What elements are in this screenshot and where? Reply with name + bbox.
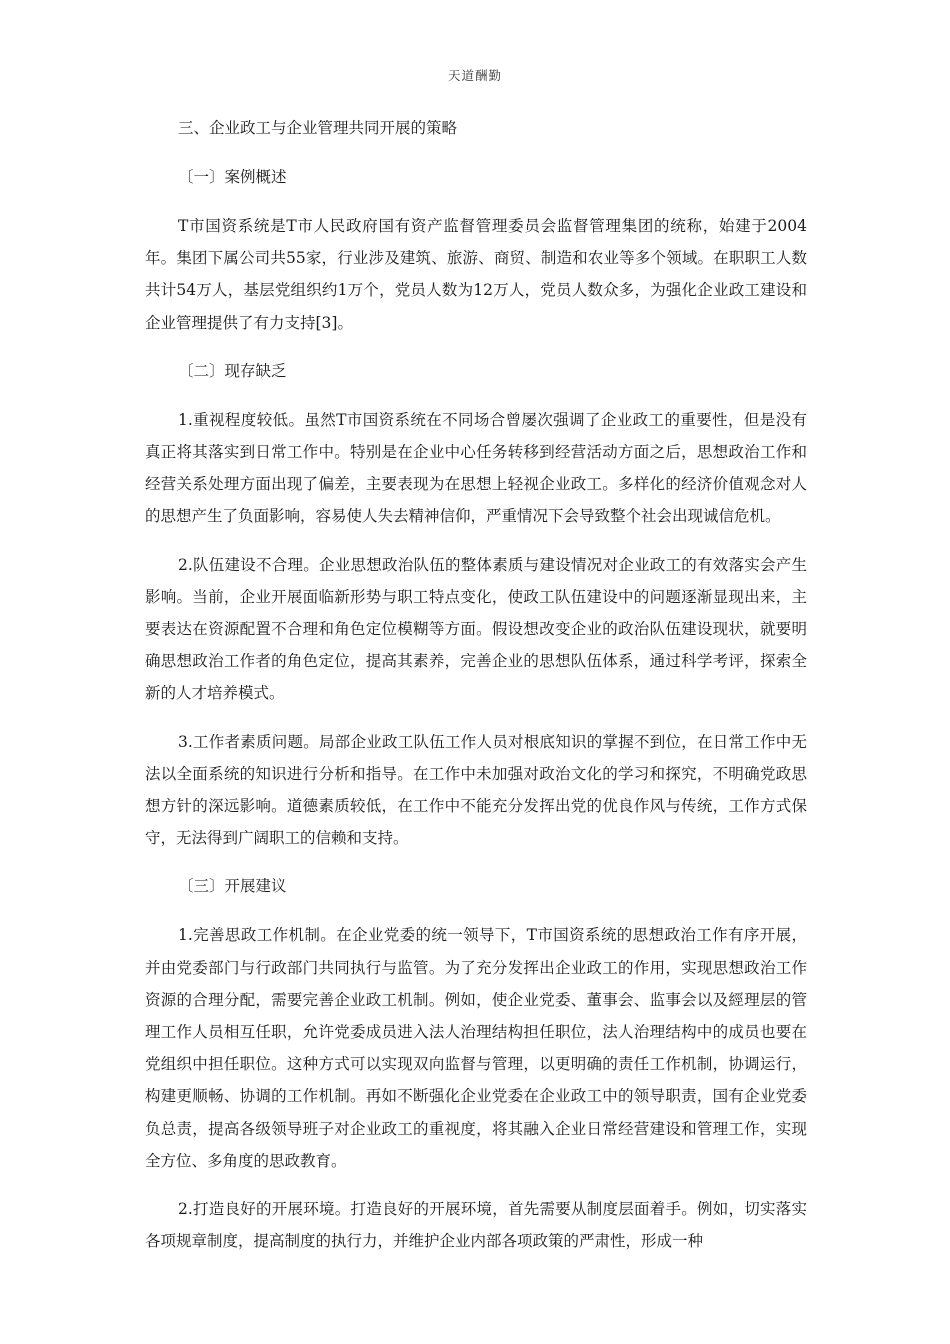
subsection-3-paragraph-1: 1.完善思政工作机制。在企业党委的统一领导下，T市国资系统的思想政治工作有序开展，并由党委部门与行政部门共同执行与监管。为了充分发挥出企业政工的作用，实现思想政治工作资源的合理分配，需要完善企业政工机制。例如，使企业党委、董事会、监事会以及經理层的管理工作人员相互任职，允许党委成员进入法人治理结构担任职位，法人治理结构中的成员也要在党组织中担任职位。这种方式可以实现双向监督与管理，以更明确的责任工作机制，协调运行，构建更顺畅、协调的工作机制。再如不断强化企业党委在企业政工中的领导职责，国有企业党委负总责，提高各级领导班子对企业政工的重视度，将其融入企业日常经营建设和管理工作，实现全方位、多角度的思政教育。 xyxy=(145,926,807,1170)
subsection-1-paragraph-1: T市国资系统是T市人民政府国有资产监督管理委员会监督管理集团的统称，始建于2004年。集团下属公司共55家，行业涉及建筑、旅游、商贸、制造和农业等多个领域。在职职工人数共计54万人，基层党组织约1万个，党员人数为12万人，党员人数众多，为强化企业政工建设和企业管理提供了有力支持[3]。 xyxy=(145,217,807,332)
page-header: 天道酬勤 xyxy=(447,68,502,83)
document-body xyxy=(145,112,807,1273)
subsection-2-title: 〔二〕现存缺乏 xyxy=(178,361,287,380)
subsection-2-paragraph-2: 2.队伍建设不合理。企业思想政治队伍的整体素质与建设情况对企业政工的有效落实会产生影响。当前，企业开展面临新形势与职工特点变化，使政工队伍建设中的问题逐渐显现出来，主要表达在资源配置不合理和角色定位模糊等方面。假设想改变企业的政治队伍建设现状，就要明确思想政治工作者的角色定位，提高其素养，完善企业的思想队伍体系，通过科学考评，探索全新的人才培养模式。 xyxy=(145,555,807,703)
subsection-1-title: 〔一〕案例概述 xyxy=(178,168,287,186)
subsection-2-paragraph-3: 3.工作者素质问题。局部企业政工队伍工作人员对根底知识的掌握不到位，在日常工作中无法以全面系统的知识进行分析和指导。在工作中未加强对政治文化的学习和探究，不明确党政思想方针的深远影响。道德素质较低，在工作中不能充分发挥出党的优良作风与传统，工作方式保守，无法得到广阔职工的信赖和支持。 xyxy=(145,732,807,848)
subsection-2-paragraph-1: 1.重视程度较低。虽然T市国资系统在不同场合曾屡次强调了企业政工的重要性，但是没有真正将其落实到日常工作中。特别是在企业中心任务转移到经营活动方面之后，思想政治工作和经营关系处理方面出现了偏差，主要表现为在思想上轻视企业政工。多样化的经济价值观念对人的思想产生了负面影响，容易使人失去精神信仰，严重情况下会导致整个社会出现诚信危机。 xyxy=(145,410,807,526)
subsection-3-paragraph-2: 2.打造良好的开展环境。打造良好的开展环境，首先需要从制度层面着手。例如，切实落实各项规章制度，提高制度的执行力，并维护企业内部各项政策的严肃性，形成一种 xyxy=(145,1200,807,1251)
subsection-3-title: 〔三〕开展建议 xyxy=(178,877,287,896)
section-3-title: 三、企业政工与企业管理共同开展的策略 xyxy=(178,119,458,137)
